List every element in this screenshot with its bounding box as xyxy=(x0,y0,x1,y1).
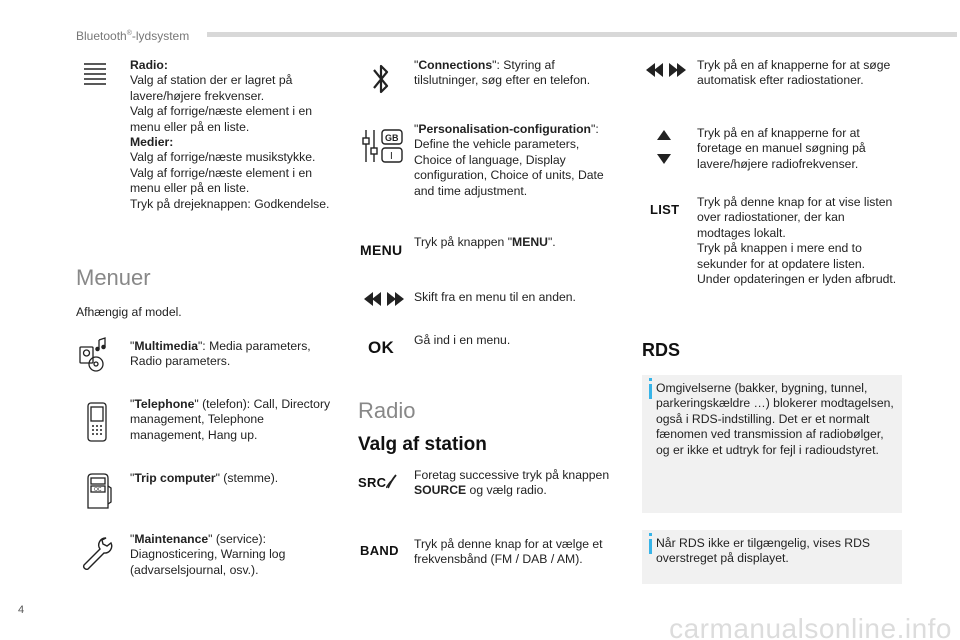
src-text: Foretag successive tryk på knappen xyxy=(414,468,610,482)
src-text-bold: SOURCE xyxy=(414,483,467,498)
radio-line: Valg af station der er lagret på lavere/højere frekvenser. xyxy=(130,73,293,103)
maintenance-desc: " (service): Diagnosticering, Warning log (advarselsjournal, osv.). xyxy=(130,532,286,577)
svg-text:OC: OC xyxy=(94,487,102,493)
menu-text-prefix: Tryk på knappen " xyxy=(414,235,513,249)
list-button-icon: LIST xyxy=(650,202,680,217)
trip-computer-desc: " (stemme). xyxy=(215,471,279,485)
personalisation-desc: ": Define the vehicle parameters, Choice of language, Display configuration, Choice of units, Date and time adjustment. xyxy=(414,122,604,198)
list-line: Tryk på knappen i mere end to sekunder for at opdatere listen. xyxy=(697,241,866,271)
telephone-icon xyxy=(86,401,108,447)
menu-text-bold: MENU xyxy=(512,235,548,249)
ok-button-icon: OK xyxy=(368,338,395,357)
menu-item-multimedia: "Multimedia": Media parameters, Radio parameters. xyxy=(130,339,311,369)
src-text-suffix: og vælg radio. xyxy=(466,483,547,498)
personalisation-label: Personalisation-configuration xyxy=(418,122,592,136)
ok-description: Gå ind i en menu. xyxy=(414,333,511,347)
left-right-arrows-icon xyxy=(364,291,404,311)
menus-subtitle: Afhængig af model. xyxy=(76,305,182,319)
info-icon xyxy=(649,384,652,399)
radio-heading: Radio xyxy=(358,398,416,423)
src-button-icon xyxy=(358,473,398,491)
seek-arrows-icon xyxy=(646,62,686,82)
bluetooth-icon xyxy=(371,61,391,101)
band-description: Tryk på denne knap for at vælge et frekvensbånd (FM / DAB / AM). xyxy=(414,537,603,567)
list-description xyxy=(697,195,897,287)
radio-media-description xyxy=(130,58,345,212)
connections-desc: ": Styring af tilslutninger, søg efter en telefon. xyxy=(414,58,591,88)
header-title: Bluetooth xyxy=(76,29,127,43)
rds-note-text: Når RDS ikke er tilgængelig, vises RDS overstreget på displayet. xyxy=(656,536,871,566)
seek-description: Tryk på en af knapperne for at søge automatisk efter radiostationer. xyxy=(697,58,891,88)
page-header xyxy=(76,26,189,44)
menu-button-icon: MENU xyxy=(360,242,403,258)
list-line: Tryk på denne knap for at vise listen over radiostationer, der kan modtages lokalt. xyxy=(697,195,893,240)
personalisation-icon xyxy=(362,128,406,168)
station-heading: Valg af station xyxy=(358,434,487,455)
menu-button-description xyxy=(414,235,614,250)
src-description xyxy=(414,468,619,499)
multimedia-icon xyxy=(78,336,108,376)
connections-description: "Connections": Styring af tilslutninger, søg efter en telefon. xyxy=(414,58,591,88)
rds-note-obstruction xyxy=(642,375,902,513)
rds-note-text: Omgivelserne (bakker, bygning, tunnel, parkeringskældre …) blokerer modtagelsen, også i RDS-indstilling. Det er et normalt fænomen ved transmission af radiobølger, og er ikke et udtryk for fejl i radioudstyret. xyxy=(656,381,894,457)
src-label: SRC xyxy=(358,475,387,490)
media-heading: Medier: xyxy=(130,135,174,150)
menu-item-trip-computer: "Trip computer" (stemme). xyxy=(130,471,279,485)
telephone-desc: " (telefon): Call, Directory management, Telephone management, Hang up. xyxy=(130,397,331,442)
menus-heading: Menuer xyxy=(76,265,151,290)
page-number: 4 xyxy=(18,604,25,616)
rds-heading: RDS xyxy=(642,340,681,360)
telephone-label: Telephone xyxy=(134,397,195,411)
header-bar xyxy=(207,32,957,37)
registered-mark: ® xyxy=(126,30,132,37)
radio-line: Valg af forrige/næste element i en menu eller på en liste. xyxy=(130,104,313,134)
menu-item-maintenance: "Maintenance" (service): Diagnosticering, Warning log (advarselsjournal, osv.). xyxy=(130,532,286,577)
info-icon xyxy=(649,539,652,554)
svg-text:I: I xyxy=(390,151,393,162)
header-title-suffix: -lydsystem xyxy=(131,29,190,43)
personalisation-description: "Personalisation-configuration": Define the vehicle parameters, Choice of language, Display configuration, Choice of units, Date and time adjustment. xyxy=(414,122,604,198)
radio-heading: Radio: xyxy=(130,58,168,72)
list-line: Under opdateringen er lyden afbrudt. xyxy=(697,272,897,287)
trip-computer-icon xyxy=(84,472,112,514)
multimedia-desc: ": Media parameters, Radio parameters. xyxy=(130,339,311,369)
up-down-arrows-icon xyxy=(656,129,672,169)
multimedia-label: Multimedia xyxy=(134,339,198,353)
media-line: Tryk på drejeknappen: Godkendelse. xyxy=(130,196,330,211)
connections-label: Connections xyxy=(418,58,493,72)
media-line: Valg af forrige/næste musikstykke. xyxy=(130,150,316,165)
trip-computer-label: Trip computer xyxy=(134,471,216,485)
media-line: Valg af forrige/næste element i en menu eller på en liste. xyxy=(130,165,313,196)
list-lines-icon xyxy=(82,61,108,91)
maintenance-label: Maintenance xyxy=(134,532,209,546)
wrench-icon xyxy=(80,535,114,577)
rds-note-unavailable xyxy=(642,530,902,584)
menu-item-telephone: "Telephone" (telefon): Call, Directory management, Telephone management, Hang up. xyxy=(130,397,331,442)
menu-text-suffix: ". xyxy=(547,235,556,249)
watermark: carmanualsonline.info xyxy=(669,612,952,640)
band-button-icon: BAND xyxy=(360,543,399,558)
svg-text:GB: GB xyxy=(385,133,399,143)
manual-search-description: Tryk på en af knapperne for at foretage en manuel søgning på lavere/højere radiofrekvenser. xyxy=(697,126,866,171)
arrows-description: Skift fra en menu til en anden. xyxy=(414,290,576,304)
